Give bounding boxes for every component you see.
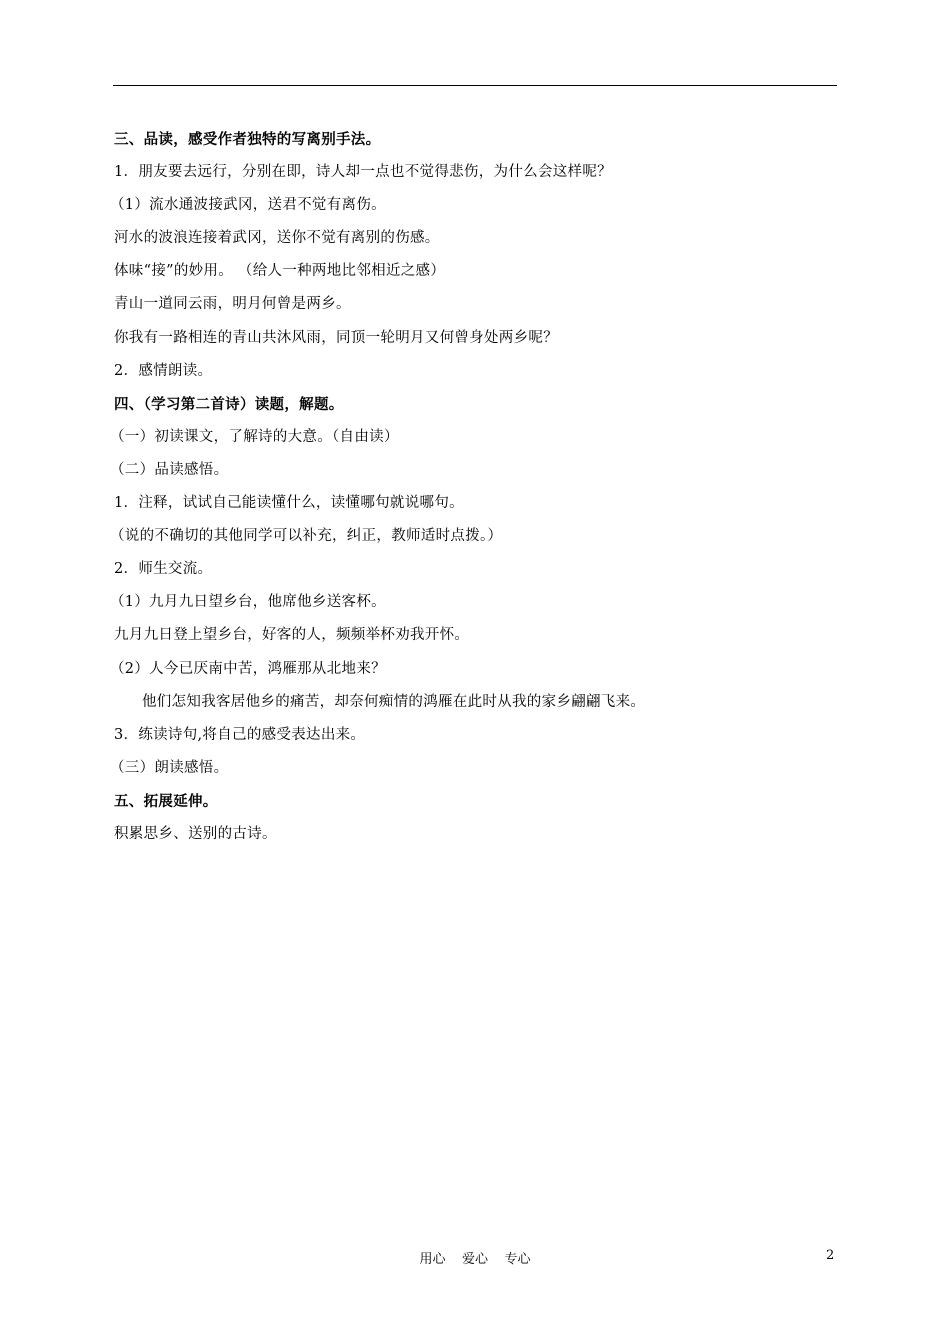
paragraph: （说的不确切的其他同学可以补充，纠正，教师适时点拨。）	[110, 528, 503, 545]
paragraph: 3．练读诗句,将自己的感受表达出来。	[114, 726, 366, 743]
paragraph: 积累思乡、送别的古诗。	[114, 825, 277, 842]
paragraph: 2．师生交流。	[114, 561, 213, 578]
sub-heading: （三）朗读感悟。	[110, 759, 229, 776]
sub-heading: （一）初读课文，了解诗的大意。（自由读）	[110, 428, 399, 445]
paragraph: 体味“接”的妙用。 （给人一种两地比邻相近之感）	[114, 263, 446, 280]
poem-line: 青山一道同云雨，明月何曾是两乡。	[114, 296, 351, 313]
paragraph: 他们怎知我客居他乡的痛苦，却奈何痴情的鸿雁在此时从我的家乡翩翩飞来。	[142, 693, 646, 710]
poem-line: （2）人今已厌南中苦，鸿雁那从北地来？	[110, 660, 386, 677]
paragraph: 九月九日登上望乡台，好客的人，频频举杯劝我开怀。	[114, 627, 470, 644]
paragraph: 河水的波浪连接着武冈，送你不觉有离别的伤感。	[114, 230, 440, 247]
paragraph: 2．感情朗读。	[114, 362, 213, 379]
document-body	[110, 123, 838, 851]
paragraph: 1．注释，试试自己能读懂什么，读懂哪句就说哪句。	[114, 495, 464, 512]
sub-heading: （二）品读感悟。	[110, 461, 229, 478]
section-heading-4: 四、（学习第二首诗）读题，解题。	[114, 395, 344, 413]
footer-motto: 用心 爱心 专心	[419, 1252, 531, 1267]
header-rule	[113, 85, 837, 86]
paragraph: 你我有一路相连的青山共沐风雨，同顶一轮明月又何曾身处两乡呢？	[114, 329, 558, 346]
page-number: 2	[826, 1248, 835, 1263]
poem-line: （1）流水通波接武冈，送君不觉有离伤。	[110, 197, 386, 214]
poem-line: （1）九月九日望乡台，他席他乡送客杯。	[110, 594, 386, 611]
section-heading-5: 五、拓展延伸。	[114, 792, 218, 810]
paragraph: 1．朋友要去远行，分别在即，诗人却一点也不觉得悲伤，为什么会这样呢？	[114, 164, 612, 181]
section-heading-3: 三、品读，感受作者独特的写离别手法。	[114, 131, 381, 148]
